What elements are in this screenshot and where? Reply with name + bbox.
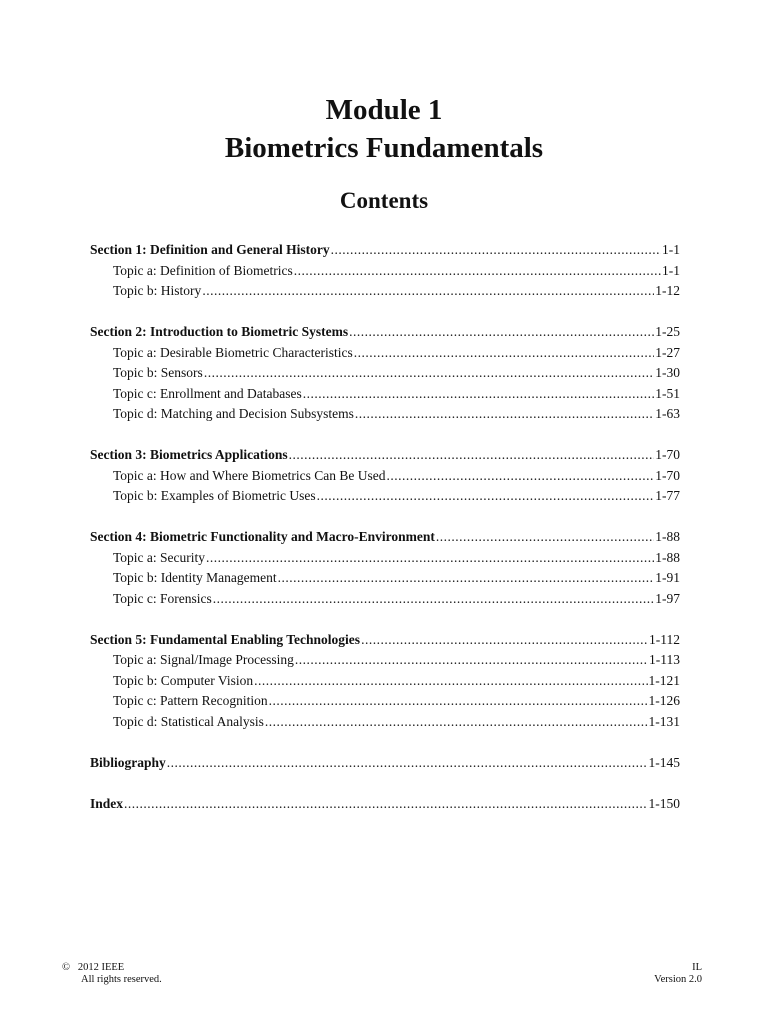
contents-heading: Contents (339, 188, 429, 213)
toc-topic[interactable] (90, 384, 680, 405)
doc-code: IL (692, 962, 702, 973)
toc-topic-label: Topic b: Computer Vision (113, 672, 254, 688)
toc-topic-label: Topic b: Examples of Biometric Uses (113, 488, 316, 503)
toc-topic-label: Topic a: Desirable Biometric Characteristics (113, 344, 353, 360)
toc-spacer (90, 609, 680, 630)
version-text: Version 2.0 (654, 974, 702, 985)
dot-leader (294, 261, 661, 282)
toc-section-label: Section 4: Biometric Functionality and Macro-Environment (90, 529, 435, 544)
toc-page-number: 1-70 (655, 467, 680, 483)
footer-version (654, 962, 702, 986)
module-number: Module 1 (325, 94, 443, 126)
toc-page-number: 1-121 (648, 672, 680, 688)
dot-leader (354, 343, 655, 364)
toc-topic[interactable] (90, 363, 680, 384)
toc-section-3[interactable] (90, 445, 680, 466)
rights-text: All rights reserved. (81, 974, 162, 985)
dot-leader (355, 404, 654, 425)
toc-spacer (90, 732, 680, 753)
toc-section-label: Index (90, 795, 124, 811)
toc-section-label: Section 1: Definition and General History (90, 242, 330, 257)
toc-topic[interactable] (90, 589, 680, 610)
toc-topic-label: Topic c: Pattern Recognition (113, 693, 268, 708)
dot-leader (124, 794, 647, 815)
toc-spacer (90, 507, 680, 528)
toc-topic[interactable] (90, 650, 680, 671)
toc-page-number: 1-27 (655, 344, 680, 360)
dot-leader (206, 548, 654, 569)
toc-topic[interactable] (90, 712, 680, 733)
dot-leader (331, 240, 661, 261)
toc-section-label: Section 3: Biometrics Applications (90, 447, 288, 462)
toc-page-number: 1-131 (648, 713, 680, 729)
toc-page-number: 1-91 (655, 570, 680, 585)
toc-page-number: 1-51 (655, 385, 680, 401)
toc-topic[interactable] (90, 671, 680, 692)
table-of-contents (90, 240, 680, 814)
toc-topic[interactable] (90, 343, 680, 364)
toc-topic[interactable] (90, 466, 680, 487)
toc-topic-label: Topic b: Identity Management (113, 570, 277, 585)
toc-topic-label: Topic a: Signal/Image Processing (113, 652, 294, 667)
toc-section-1[interactable] (90, 240, 680, 261)
toc-page-number: 1-88 (655, 549, 680, 565)
toc-page-number: 1-1 (662, 262, 680, 278)
dot-leader (213, 589, 654, 610)
toc-page-number: 1-126 (648, 693, 680, 708)
toc-section-5[interactable] (90, 630, 680, 651)
toc-bibliography[interactable] (90, 753, 680, 774)
dot-leader (269, 691, 648, 712)
dot-leader (303, 384, 655, 405)
dot-leader (289, 445, 655, 466)
page-title: Biometrics Fundamentals (224, 132, 544, 164)
toc-spacer (90, 773, 680, 794)
dot-leader (436, 527, 654, 548)
dot-leader (204, 363, 654, 384)
toc-section-label: Section 5: Fundamental Enabling Technologies (90, 631, 361, 647)
toc-topic[interactable] (90, 548, 680, 569)
toc-spacer (90, 425, 680, 446)
toc-topic[interactable] (90, 691, 680, 712)
toc-page-number: 1-88 (655, 529, 680, 544)
toc-topic-label: Topic d: Matching and Decision Subsystems (113, 406, 354, 421)
toc-topic-label: Topic b: Sensors (113, 365, 203, 380)
dot-leader (167, 753, 648, 774)
dot-leader (317, 486, 655, 507)
toc-page-number: 1-63 (655, 406, 680, 421)
dot-leader (278, 568, 655, 589)
dot-leader (265, 712, 648, 733)
toc-topic[interactable] (90, 486, 680, 507)
toc-topic[interactable] (90, 568, 680, 589)
toc-topic-label: Topic a: Definition of Biometrics (113, 262, 293, 278)
toc-topic[interactable] (90, 404, 680, 425)
toc-index[interactable] (90, 794, 680, 815)
dot-leader (349, 322, 654, 343)
toc-page-number: 1-1 (662, 242, 680, 257)
toc-section-label: Bibliography (90, 754, 166, 770)
toc-page-number: 1-70 (655, 447, 680, 462)
toc-page-number: 1-12 (655, 283, 680, 298)
toc-page-number: 1-150 (648, 795, 680, 811)
toc-spacer (90, 302, 680, 323)
toc-section-label: Section 2: Introduction to Biometric Systems (90, 324, 349, 339)
dot-leader (387, 466, 655, 487)
toc-topic-label: Topic a: Security (113, 549, 206, 565)
copyright-text: © 2012 IEEE (62, 962, 125, 973)
toc-topic-label: Topic d: Statistical Analysis (113, 713, 264, 729)
toc-page-number: 1-145 (648, 754, 680, 770)
toc-topic[interactable] (90, 261, 680, 282)
toc-topic[interactable] (90, 281, 680, 302)
toc-topic-label: Topic c: Forensics (113, 590, 212, 606)
toc-section-2[interactable] (90, 322, 680, 343)
toc-page-number: 1-113 (649, 652, 680, 667)
toc-topic-label: Topic c: Enrollment and Databases (113, 385, 302, 401)
toc-page-number: 1-30 (655, 365, 680, 380)
toc-page-number: 1-112 (649, 631, 680, 647)
footer-copyright (62, 962, 162, 986)
toc-page-number: 1-25 (655, 324, 680, 339)
toc-section-4[interactable] (90, 527, 680, 548)
toc-page-number: 1-77 (655, 488, 680, 503)
dot-leader (361, 630, 648, 651)
dot-leader (254, 671, 647, 692)
toc-topic-label: Topic a: How and Where Biometrics Can Be Used (113, 467, 386, 483)
toc-topic-label: Topic b: History (113, 283, 202, 298)
dot-leader (295, 650, 648, 671)
toc-page-number: 1-97 (655, 590, 680, 606)
dot-leader (202, 281, 654, 302)
